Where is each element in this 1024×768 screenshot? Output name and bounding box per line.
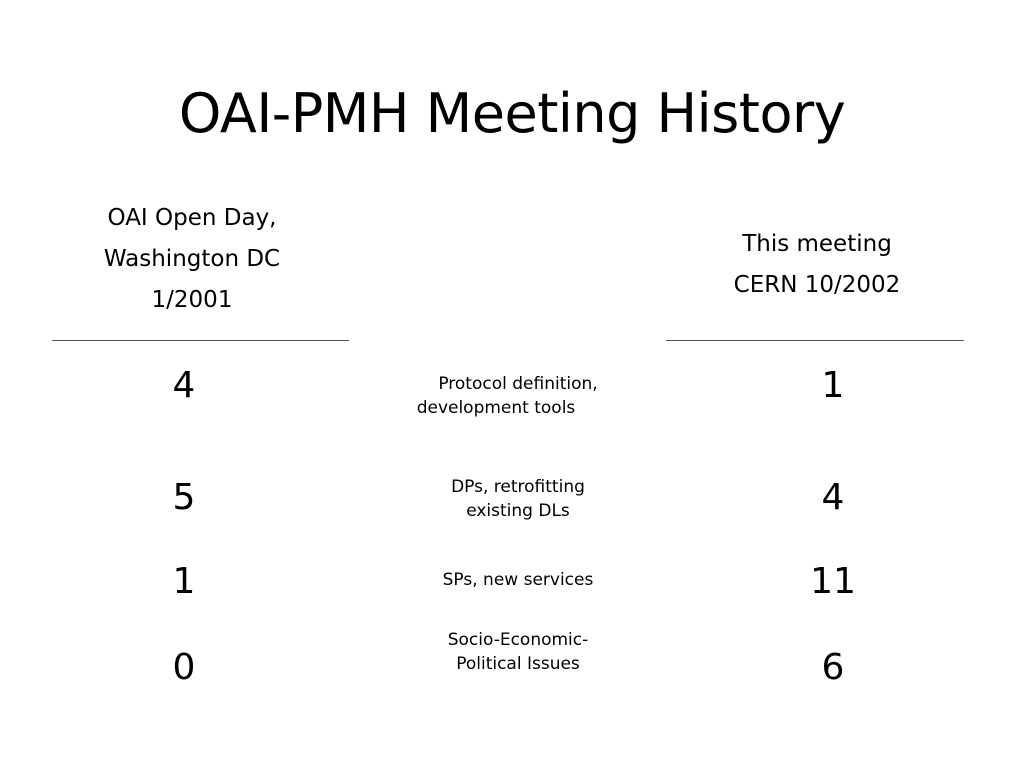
right-count-socio: 6 [821, 647, 845, 688]
left-column-header [52, 198, 332, 321]
topic-dps [388, 475, 648, 523]
topic-line: SPs, new services [442, 570, 594, 590]
right-count-protocol: 1 [821, 365, 845, 406]
left-count-sps: 1 [172, 561, 196, 602]
right-header-divider [666, 340, 964, 341]
topic-line: Political Issues [456, 654, 580, 674]
topic-sps [388, 568, 648, 592]
slide-title: OAI-PMH Meeting History [178, 82, 846, 145]
right-header-line: CERN 10/2002 [733, 272, 901, 298]
topic-line: DPs, retrofitting [451, 477, 585, 497]
left-header-line: Washington DC [103, 246, 281, 272]
left-count-socio: 0 [172, 647, 196, 688]
topic-line: Protocol definition, [438, 374, 598, 394]
left-header-divider [52, 340, 349, 341]
topic-line: existing DLs [466, 501, 570, 521]
right-column-header [667, 224, 967, 306]
left-count-dps: 5 [172, 477, 196, 518]
topic-protocol [388, 372, 648, 420]
right-header-line: This meeting [742, 231, 892, 257]
topic-line: Socio-Economic- [447, 630, 589, 650]
right-count-dps: 4 [821, 477, 845, 518]
right-count-sps: 11 [810, 561, 856, 602]
left-header-line: OAI Open Day, [107, 205, 277, 231]
left-count-protocol: 4 [172, 365, 196, 406]
topic-socio [388, 628, 648, 676]
left-header-line: 1/2001 [151, 287, 233, 313]
topic-line: development tools [416, 398, 576, 418]
